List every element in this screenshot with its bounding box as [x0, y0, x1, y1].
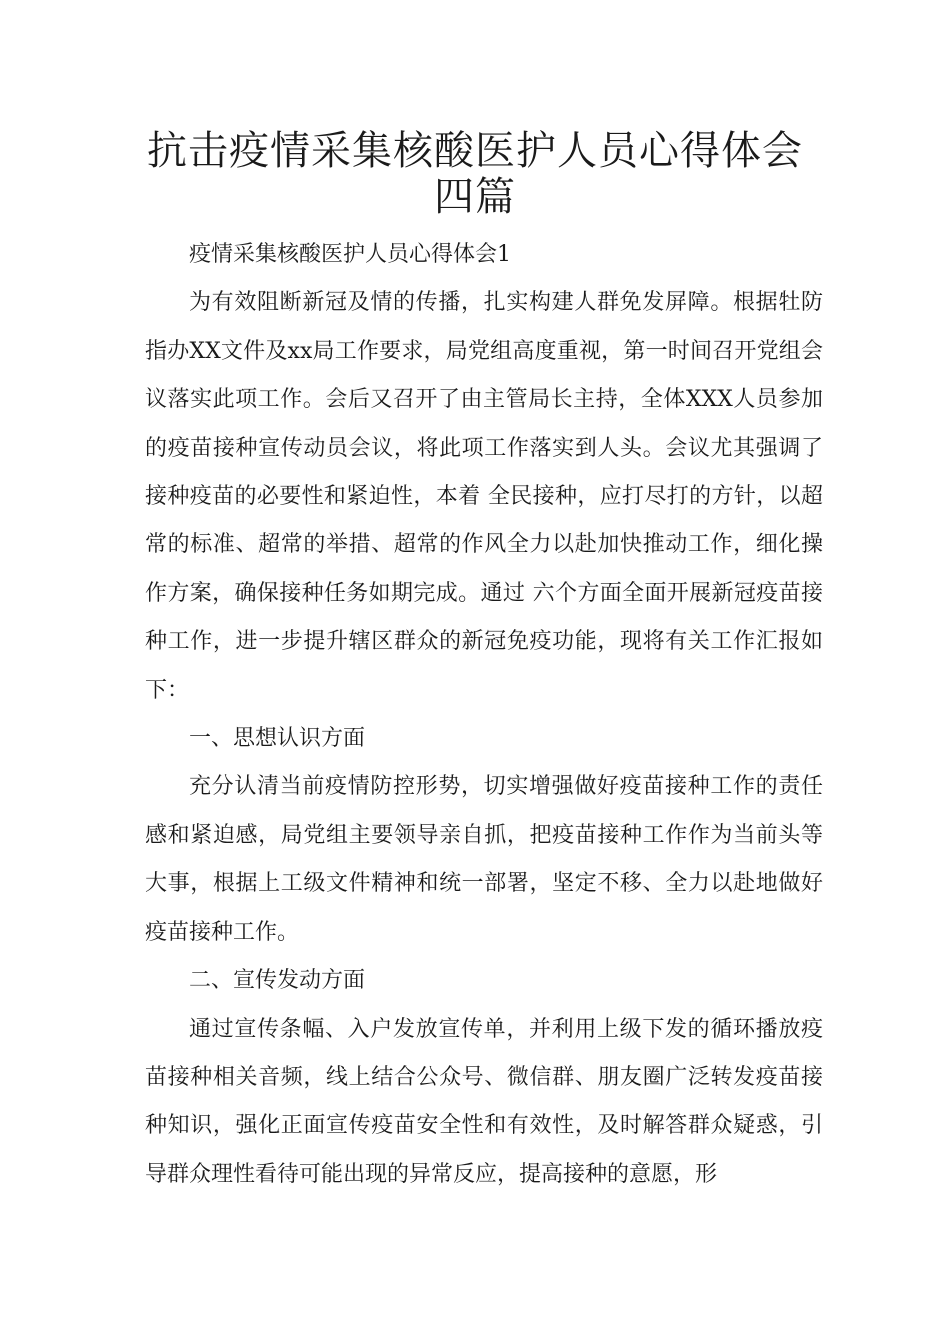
document-body	[145, 231, 823, 1199]
paragraph-thinking: 充分认清当前疫情防控形势，切实增强做好疫苗接种工作的责任感和紧迫感，局党组主要领导亲自抓，把疫苗接种工作作为当前头等大事，根据上工级文件精神和统一部署，坚定不移、全力以赴地做好疫苗接种工作。	[145, 774, 823, 945]
section-heading-thinking: 一、思想认识方面	[189, 726, 366, 752]
document-title: 抗击疫情采集核酸医护人员心得体会四篇	[147, 128, 803, 220]
paragraph-publicity: 通过宣传条幅、入户发放宣传单，并利用上级下发的循环播放疫苗接种相关音频，线上结合公众号、微信群、朋友圈广泛转发疫苗接种知识，强化正面宣传疫苗安全性和有效性，及时解答群众疑惑，引导群众理性看待可能出现的异常反应，提高接种的意愿，形	[145, 1016, 823, 1187]
paragraph-intro: 为有效阻断新冠及情的传播，扎实构建人群免发屏障。根据牡防指办XX文件及xx局工作要求，局党组高度重视，第一时间召开党组会议落实此项工作。会后又召开了由主管局长主持，全体XXX人员参加的疫苗接种宣传动员会议，将此项工作落实到人头。会议尤其强调了接种疫苗的必要性和紧迫性，本着 全民接种，应打尽打的方针，以超常的标准、超常的举措、超常的作风全力以赴加快推动工作，细化操作方案，确保接种任务如期完成。通过 六个方面全面开展新冠疫苗接种工作，进一步提升辖区群众的新冠免疫功能，现将有关工作汇报如下：	[145, 290, 823, 703]
section-heading-publicity: 二、宣传发动方面	[189, 968, 366, 994]
section-heading-1: 疫情采集核酸医护人员心得体会1	[189, 242, 511, 267]
